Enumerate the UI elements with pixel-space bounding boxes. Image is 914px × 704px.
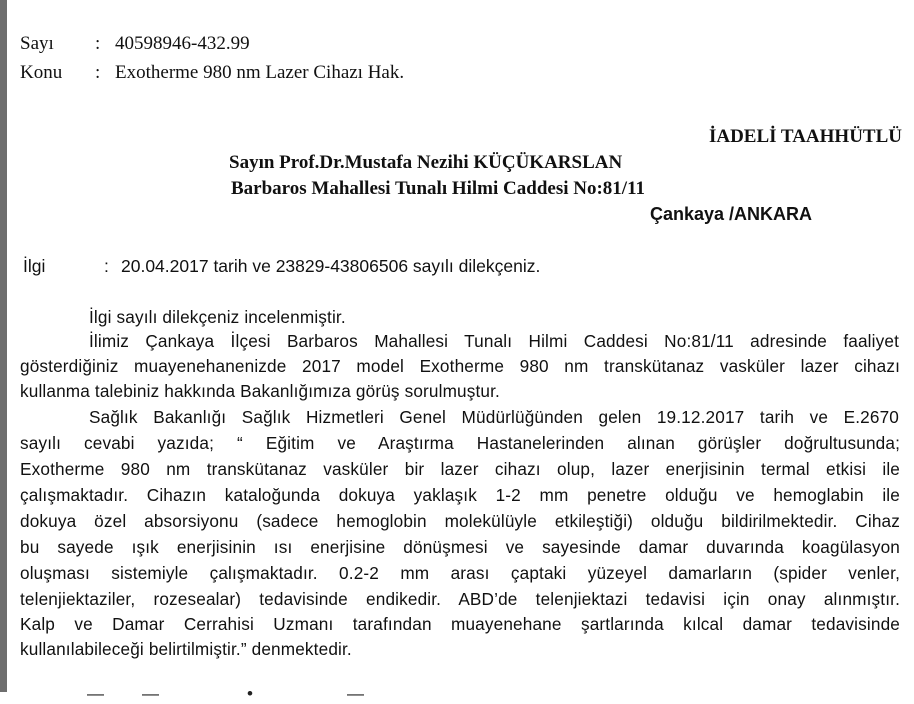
body-line: İlgi sayılı dilekçeniz incelenmiştir.	[89, 307, 346, 327]
konu-label: Konu	[20, 62, 63, 83]
recipient-street: Barbaros Mahallesi Tunalı Hilmi Caddesi No:81/11	[231, 178, 646, 199]
cropped-text-fragment: — — • —	[87, 684, 364, 703]
body-line: çalışmaktadır. Cihazın kataloğunda dokuya yaklaşık 1-2 mm penetre olduğu ve hemoglabin ile	[20, 485, 900, 505]
body-line: telenjiektaziler, rozesealar) tedavisinde endikedir. ABD’de telenjiektazi tedavisi için onay alınmıştır.	[20, 589, 900, 609]
header-konu-row	[7, 62, 607, 86]
body-line: bu sayede ışık enerjisinin ısı enerjisine dönüşmesi ve sayesinde damar duvarında koagülasyon	[20, 537, 900, 557]
body-line: sayılı cevabi yazıda; “ Eğitim ve Araştırma Hastanelerinden alınan görüşler doğrultusunda;	[20, 433, 900, 453]
body-line: oluşması sistemiyle çalışmaktadır. 0.2-2 mm arası çaptaki yüzeyel damarların (spider venler,	[20, 563, 900, 583]
konu-value: Exotherme 980 nm Lazer Cihazı Hak.	[115, 62, 405, 83]
body-line: dokuya özel absorsiyonu (sadece hemoglobin molekülüyle etkileştiği) olduğu bildirilmektedir. Cihaz	[20, 511, 900, 531]
body-line: Sağlık Bakanlığı Sağlık Hizmetleri Genel Müdürlüğünden gelen 19.12.2017 tarih ve E.2670	[89, 407, 899, 427]
body-line: kullanılabileceği belirtilmiştir.” denmektedir.	[20, 639, 352, 659]
document-page	[7, 0, 914, 703]
reference-row	[7, 256, 707, 278]
sayi-value: 40598946-432.99	[115, 33, 250, 54]
delivery-type: İADELİ TAAHHÜTLÜ	[708, 126, 902, 147]
body-line: Exotherme 980 nm transkütanaz vasküler bir lazer cihazı olup, lazer enerjisinin termal etkisi ile	[20, 459, 900, 479]
recipient-city: Çankaya /ANKARA	[650, 204, 813, 224]
sayi-colon: :	[95, 33, 101, 54]
body-line: kullanma talebiniz hakkında Bakanlığımıza görüş sorulmuştur.	[20, 381, 500, 401]
recipient-name: Sayın Prof.Dr.Mustafa Nezihi KÜÇÜKARSLAN	[229, 152, 623, 173]
body-line: gösterdiğiniz muayenehanenizde 2017 model Exotherme 980 nm transkütanaz vasküler lazer cihazı	[20, 356, 900, 376]
reference-colon: :	[104, 256, 109, 276]
konu-colon: :	[95, 62, 101, 83]
sayi-label: Sayı	[20, 33, 54, 54]
reference-text: 20.04.2017 tarih ve 23829-43806506 sayılı dilekçeniz.	[121, 256, 541, 276]
body-line: İlimiz Çankaya İlçesi Barbaros Mahallesi Tunalı Hilmi Caddesi No:81/11 adresinde faaliyet	[89, 331, 899, 351]
page-left-edge	[0, 0, 7, 692]
reference-label: İlgi	[23, 256, 46, 276]
header-sayi-row	[7, 33, 607, 57]
body-line: Kalp ve Damar Cerrahisi Uzmanı tarafından muayenehane şartlarında kılcal damar tedavisinde	[20, 614, 900, 634]
